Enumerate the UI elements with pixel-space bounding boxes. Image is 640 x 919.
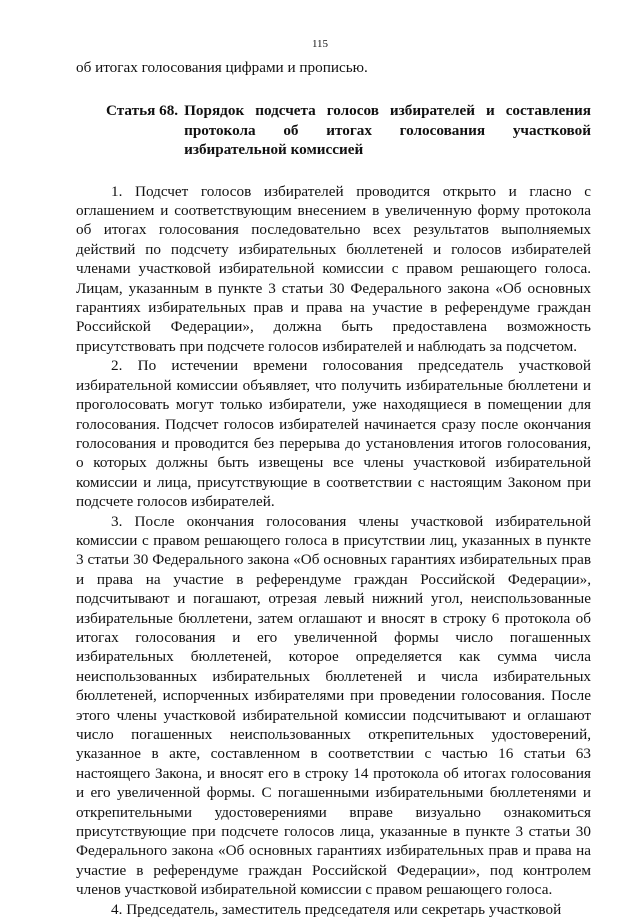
paragraph-4: 4. Председатель, заместитель председателя или секретарь участковой [111,900,562,918]
article-number: Статья 68. [106,102,179,120]
paragraph-2: 2. По истечении времени голосования председатель участковой избирательной комиссии объявляет, что получить избирательные бюллетени и проголосовать могут только избиратели, уже находящиеся в помещении для голосования. Подсчет голосов избирателей начинается сразу после окончания голосования и проводится без перерыва до установления итогов голосования, о которых должны быть извещены все члены участковой избирательной комиссии и лица, присутствующие в соответствии с настоящим Законом при подсчете голосов избирателей. [76,357,591,511]
document-body [76,58,591,919]
page-number: 115 [311,38,329,50]
article-heading [76,101,591,159]
paragraph-1: 1. Подсчет голосов избирателей проводится открыто и гласно с оглашением и соответствующим внесением в увеличенную форму протокола об итогах голосования последовательно всех результатов выполняемых действий по подсчету избирательных бюллетеней и голосов избирателей членами участковой избирательной комиссии с правом решающего голоса. Лицам, указанным в пункте 3 статьи 30 Федерального закона «Об основных гарантиях избирательных прав и права на участие в референдуме граждан Российской Федерации», должна быть предоставлена возможность присутствовать при подсчете голосов избирателей и наблюдать за подсчетом. [76,182,591,355]
article-title: Порядок подсчета голосов избирателей и составления протокола об итогах голосования участковой избирательной комиссией [184,102,591,159]
paragraph-3: 3. После окончания голосования члены участковой избирательной комиссии с правом решающего голоса в присутствии лиц, указанных в пункте 3 статьи 30 Федерального закона «Об основных гарантиях избирательных прав и права на участие в референдуме граждан Российской Федерации», подсчитывают и погашают, отрезая левый нижний угол, неиспользованные избирательные бюллетени, затем оглашают и вносят в строку 6 протокола об итогах голосования и его увеличенной формы число погашенных избирательных бюллетеней, которое определяется как сумма числа неиспользованных избирательных бюллетеней и числа избирательных бюллетеней, испорченных избирателями при проведении голосования. После этого члены участковой избирательной комиссии подсчитывают и оглашают число погашенных неиспользованных открепительных удостоверений, указанное в акте, составленном в соответствии с частью 16 статьи 63 настоящего Закона, и вносят его в строку 14 протокола об итогах голосования и его увеличенной формы. С погашенными избирательными бюллетенями и открепительными удостоверениями вправе визуально ознакомиться присутствующие при подсчете голосов лица, указанные в пункте 3 статьи 30 Федерального закона «Об основных гарантиях избирательных прав и права на участие в референдуме граждан Российской Федерации», под контролем членов участковой избирательной комиссии с правом решающего голоса. [76,512,591,899]
continued-text: об итогах голосования цифрами и прописью. [76,59,368,76]
